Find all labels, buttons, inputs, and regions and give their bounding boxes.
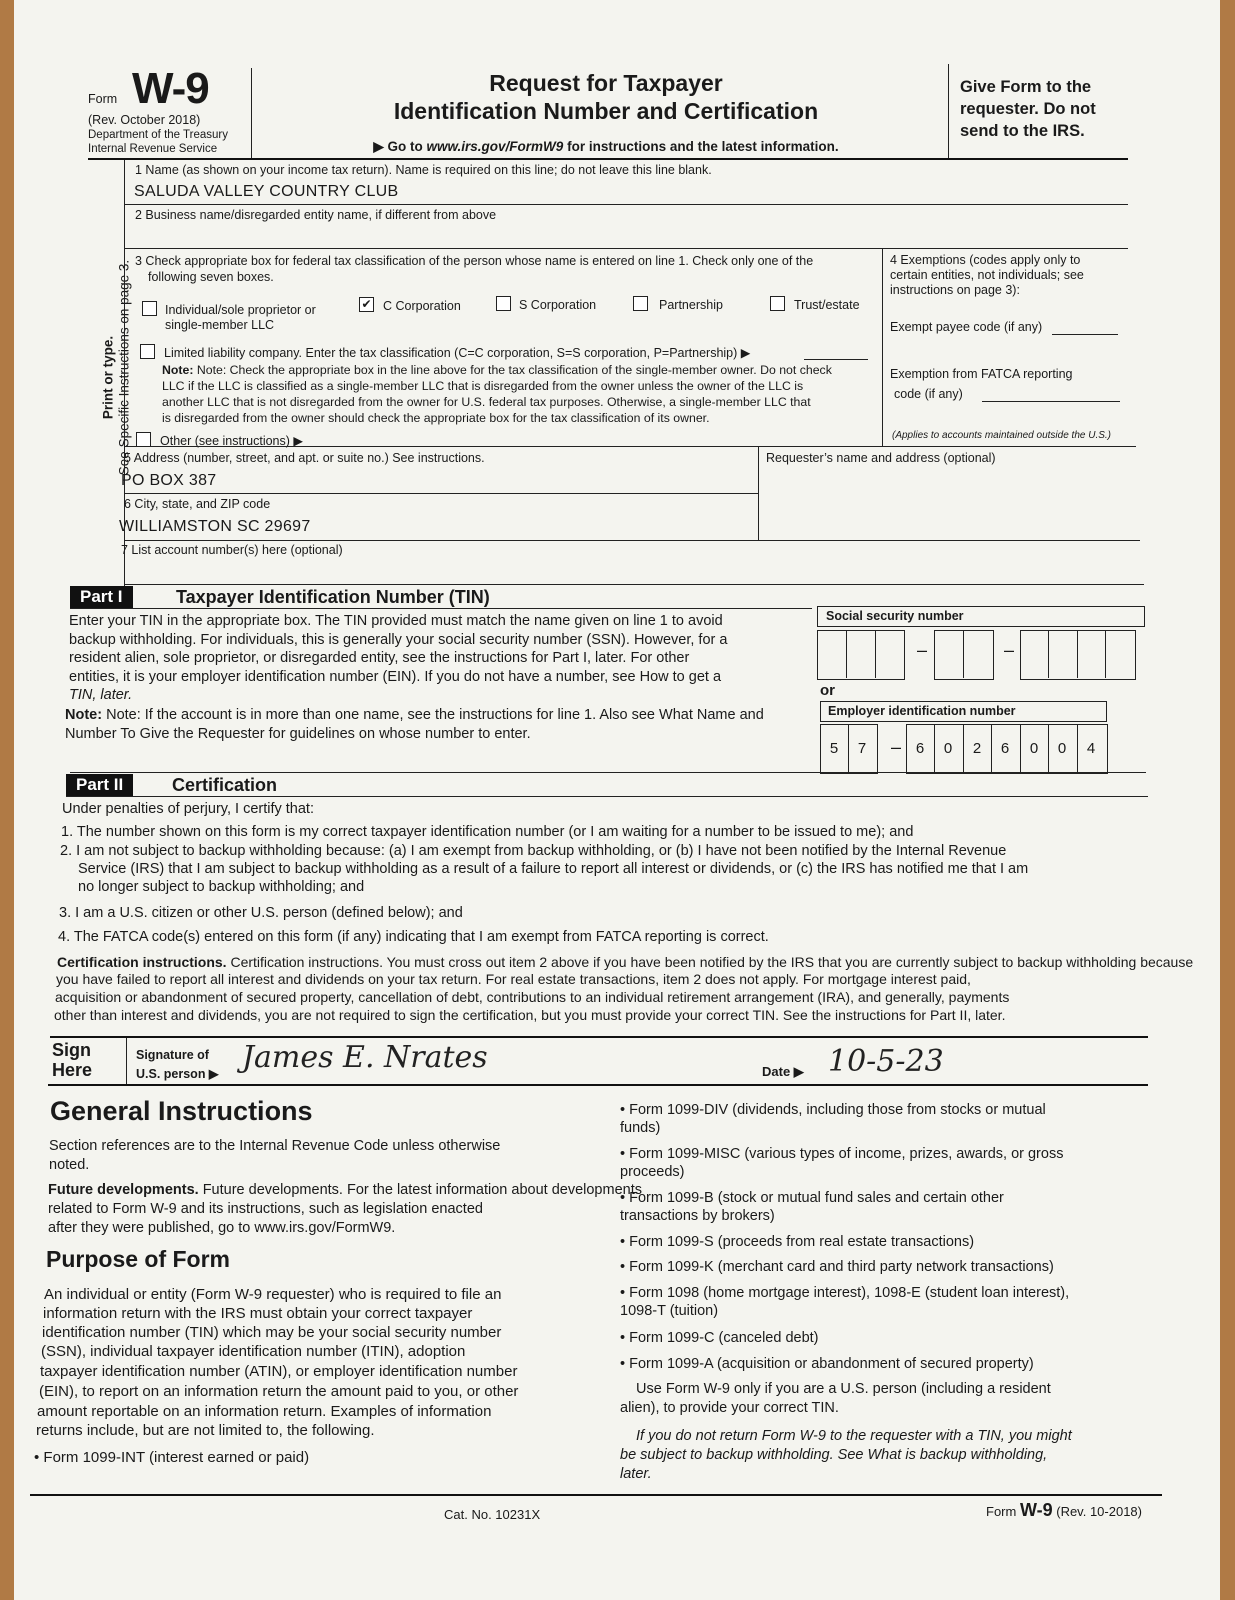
give-form-line-3: send to the IRS. [960,122,1085,140]
goto-instructions: ▶ Go to www.irs.gov/FormW9 for instructions and the latest information. [373,139,839,154]
use-form-a: Use Form W-9 only if you are a U.S. person (including a resident [636,1381,1051,1397]
cert-item-1: 1. The number shown on this form is my correct taxpayer identification number (or I am waiting for a number to be issued to me); and [61,824,914,840]
ein-label: Employer identification number [828,704,1016,718]
ein-digit: 6 [1000,740,1010,757]
signature-label-a: Signature of [136,1048,209,1062]
llc-note-1: Note: Note: Check the appropriate box in the line above for the tax classification of the single-member owner. Do not check [162,363,832,377]
address-field[interactable]: PO BOX 387 [121,472,217,489]
fatca-code-field[interactable] [982,401,1120,402]
purpose-text-6: (EIN), to report on an information return the amount paid to you, or other [39,1383,519,1400]
individual-checkbox[interactable] [142,301,157,316]
future-developments-3: after they were published, go to www.irs.gov/FormW9. [48,1220,396,1236]
ssn-area-field[interactable] [817,630,905,680]
cert-item-2c: no longer subject to backup withholding; and [78,879,365,895]
llc-note-3: another LLC that is not disregarded from the owner for U.S. federal tax purposes. Otherwise, a single-member LLC that [162,395,811,409]
bullet-1099-s: • Form 1099-S (proceeds from real estate transactions) [620,1234,975,1250]
title-line-1: Request for Taxpayer [489,70,723,96]
ssn-dash-1: – [917,640,928,660]
account-numbers-field[interactable] [121,560,1121,582]
fatca-label-b: code (if any) [894,387,963,401]
part1-title: Taxpayer Identification Number (TIN) [176,587,490,607]
if-not-return-c: later. [620,1466,652,1482]
ssn-serial-field[interactable] [1020,630,1136,680]
bullet-1099-a: • Form 1099-A (acquisition or abandonment of secured property) [620,1356,1034,1372]
form-revision: (Rev. October 2018) [88,113,201,127]
name-field[interactable]: SALUDA VALLEY COUNTRY CLUB [134,183,399,200]
llc-checkbox[interactable] [140,344,155,359]
individual-label-b: single-member LLC [165,318,275,332]
catalog-number: Cat. No. 10231X [444,1507,541,1522]
bullet-1099-misc-b: proceeds) [620,1164,685,1180]
purpose-heading: Purpose of Form [46,1246,231,1272]
bullet-1099-misc-a: • Form 1099-MISC (various types of income, prizes, awards, or gross [620,1146,1064,1162]
checkmark-icon: ✔ [361,297,372,311]
date-label: Date ▶ [762,1064,804,1079]
irs-agency: Internal Revenue Service [88,143,218,155]
part2-tag: Part II [66,774,133,796]
line3-label-a: 3 Check appropriate box for federal tax classification of the person whose name is entered on line 1. Check only one of the [135,254,814,268]
sign-label: Sign [52,1040,91,1060]
ein-digit: 2 [972,740,982,757]
ein-digit: 0 [1029,740,1039,757]
or-label: or [820,682,835,699]
here-label: Here [52,1060,93,1080]
exempt-payee-label: Exempt payee code (if any) [890,320,1043,334]
individual-label-a: Individual/sole proprietor or [165,303,316,317]
irs-url[interactable]: www.irs.gov/FormW9 [426,139,564,154]
cert-instructions-2: you have failed to report all interest and dividends on your tax return. For real estate transactions, item 2 does not apply. For mortgage interest paid, [56,971,971,987]
c-corporation-checkbox[interactable] [359,297,374,312]
cert-instructions-3: acquisition or abandonment of secured property, cancellation of debt, contributions to an individual retirement arrangement (IRA), and generally, payments [55,989,1010,1005]
ssn-label: Social security number [826,609,964,623]
trust-estate-label: Trust/estate [794,298,860,312]
cert-item-2a: 2. I am not subject to backup withholding because: (a) I am exempt from backup withholding, or (b) I have not been notified by the Internal Revenue [60,843,1007,859]
purpose-text-3: identification number (TIN) which may be your social security number [42,1324,502,1341]
city-state-zip-field[interactable]: WILLIAMSTON SC 29697 [119,518,311,535]
exempt-payee-field[interactable] [1052,334,1118,335]
llc-label: Limited liability company. Enter the tax classification (C=C corporation, S=S corporation, P=Partnership) ▶ [164,346,751,360]
partnership-checkbox[interactable] [633,296,648,311]
line2-label: 2 Business name/disregarded entity name, if different from above [135,208,497,222]
future-developments-1: Future developments. Future developments. For the latest information about developments [48,1182,642,1198]
purpose-text-5: taxpayer identification number (ATIN), or employer identification number [40,1363,518,1380]
part1-note: Note: Note: If the account is in more than one name, see the instructions for line 1. Also see What Name and Number To Give the Requester for guidelines on whose number to enter. [65,707,764,742]
partnership-label: Partnership [659,298,723,312]
line6-label: 6 City, state, and ZIP code [124,497,271,511]
fatca-applies-note: (Applies to accounts maintained outside the U.S.) [892,430,1112,441]
signature-label-b: U.S. person ▶ [136,1067,219,1081]
form-word: Form [88,92,118,106]
ein-digit: 7 [857,740,867,757]
ssn-dash-2: – [1004,640,1015,660]
other-checkbox[interactable] [136,432,151,447]
cert-item-2b: Service (IRS) that I am subject to backup withholding as a result of a failure to report all interest or dividends, or (c) the IRS has notified me that I am [78,861,1029,877]
bullet-1098-a: • Form 1098 (home mortgage interest), 1098-E (student loan interest), [620,1285,1070,1301]
bullet-1099-k: • Form 1099-K (merchant card and third party network transactions) [620,1259,1054,1275]
future-developments-2: related to Form W-9 and its instructions, such as legislation enacted [48,1201,483,1217]
bullet-1099-int: • Form 1099-INT (interest earned or paid) [34,1449,310,1466]
give-form-line-1: Give Form to the [960,78,1092,96]
cert-item-3: 3. I am a U.S. citizen or other U.S. person (defined below); and [59,905,463,921]
if-not-return-b: be subject to backup withholding. See What is backup withholding, [620,1447,1048,1463]
part1-paragraph: Enter your TIN in the appropriate box. The TIN provided must match the name given on line 1 to avoid backup withholding. For individuals, this is generally your social security number (SSN). However, for a resident alien, sole proprietor, or disregarded entity, see the instructions for Part I, later. For other entities, it is your employer identification number (EIN). If you do not have a number, see How to get a TIN, later. [69,613,728,703]
line1-label: 1 Name (as shown on your income tax return). Name is required on this line; do not leave this line blank. [135,163,712,177]
purpose-text-2: information return with the IRS must obtain your correct taxpayer [43,1305,473,1322]
part2-title: Certification [172,775,278,795]
other-label: Other (see instructions) ▶ [160,434,303,448]
bullet-1099-c: • Form 1099-C (canceled debt) [620,1330,819,1346]
purpose-text-7: amount reportable on an information return. Examples of information [37,1403,492,1420]
ein-digit: 0 [943,740,953,757]
c-corporation-label: C Corporation [383,299,461,313]
fatca-label-a: Exemption from FATCA reporting [890,367,1073,381]
trust-estate-checkbox[interactable] [770,296,785,311]
bullet-1099-div-b: funds) [620,1120,661,1136]
cert-instructions-4: other than interest and dividends, you are not required to sign the certification, but you must provide your correct TIN. See the instructions for Part II, later. [54,1007,1006,1023]
title-line-2: Identification Number and Certification [393,98,819,124]
ein-digit: 0 [1057,740,1067,757]
if-not-return-a: If you do not return Form W-9 to the requester with a TIN, you might [636,1428,1072,1444]
purpose-text-8: returns include, but are not limited to, the following. [36,1422,375,1439]
bullet-1098-b: 1098-T (tuition) [620,1303,719,1319]
bullet-1099-div-a: • Form 1099-DIV (dividends, including those from stocks or mutual [620,1102,1046,1118]
requester-field[interactable] [766,468,1126,536]
part1-tag: Part I [70,586,133,608]
department: Department of the Treasury [88,129,228,141]
bullet-1099-b-a: • Form 1099-B (stock or mutual fund sales and certain other [620,1190,1004,1206]
ein-digit: 4 [1086,740,1096,757]
exemptions-label-a: 4 Exemptions (codes apply only to [890,253,1081,267]
purpose-text-4: (SSN), individual taxpayer identification number (ITIN), adoption [41,1343,466,1360]
line3-label-b: following seven boxes. [148,270,274,284]
ssn-group-field[interactable] [934,630,994,680]
requester-label: Requester’s name and address (optional) [766,451,996,465]
llc-classification-field[interactable] [804,359,868,360]
date-field[interactable]: 10-5-23 [828,1044,944,1079]
form-name: W-9 [132,64,209,113]
signature-field[interactable]: James E. Nrates [242,1040,488,1075]
w9-form-sheet [14,0,1220,1600]
section-references-2: noted. [49,1157,90,1173]
cert-item-4: 4. The FATCA code(s) entered on this form (if any) indicating that I am exempt from FATCA reporting is correct. [58,929,769,945]
use-form-b: alien), to provide your correct TIN. [620,1400,839,1416]
give-form-line-2: requester. Do not [960,100,1096,118]
ein-dash: – [891,737,902,757]
certify-intro: Under penalties of perjury, I certify that: [62,801,314,817]
llc-note-4: is disregarded from the owner should check the appropriate box for the tax classification of its owner. [162,411,710,425]
s-corporation-label: S Corporation [519,298,597,312]
line7-label: 7 List account number(s) here (optional) [121,543,343,557]
general-instructions-heading: General Instructions [50,1096,313,1126]
cert-instructions-1: Certification instructions. Certification instructions. You must cross out item 2 above if you have been notified by the IRS that you are currently subject to backup withholding because [57,954,1194,970]
footer-form: Form W-9 (Rev. 10-2018) [986,1500,1142,1520]
llc-note-2: LLC if the LLC is classified as a single-member LLC that is disregarded from the owner unless the owner of the LLC is [162,379,804,393]
ein-digit: 6 [915,740,925,757]
exemptions-label-b: certain entities, not individuals; see [890,268,1084,282]
exemptions-label-c: instructions on page 3): [890,283,1020,297]
see-specific-instructions: See Specific Instructions on page 3. [116,259,132,476]
print-or-type: Print or type. [100,335,116,420]
section-references-1: Section references are to the Internal Revenue Code unless otherwise [49,1138,501,1154]
bullet-1099-b-b: transactions by brokers) [620,1208,775,1224]
line5-label: 5 Address (number, street, and apt. or suite no.) See instructions. [124,451,485,465]
ein-digit: 5 [829,740,839,757]
s-corporation-checkbox[interactable] [496,296,511,311]
purpose-text-1: An individual or entity (Form W-9 requester) who is required to file an [44,1286,502,1303]
